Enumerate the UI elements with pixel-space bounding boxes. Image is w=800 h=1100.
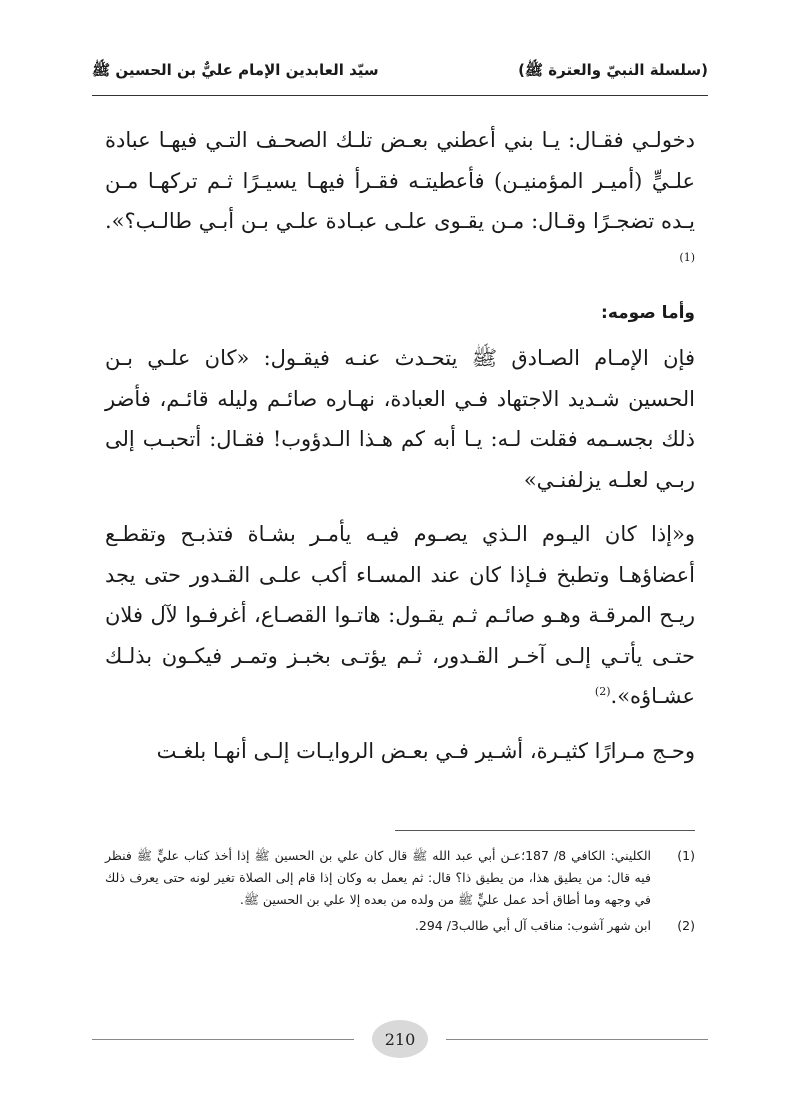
paragraph-text: دخولـي فقـال: يـا بني أعطني بعـض تلـك الصحـف التـي فيهـا عبادة علـيٍّ (أميـر المؤمنيـن) فأعطيتـه فقـرأ فيهـا يسيـرًا ثـم تركهـا مـن يـده تضجـرًا وقـال: مـن يقـوى علـى عبـادة علـي بـن أبـي طالـب؟». — [105, 128, 695, 233]
footer-line-left — [92, 1039, 354, 1040]
footnote-reference[interactable]: (2) — [594, 685, 611, 698]
footnote — [105, 915, 695, 937]
page-number: 210 — [372, 1020, 428, 1058]
chapter-title: سيّد العابدين الإمام عليٌّ بن الحسين ﷺ — [92, 61, 379, 79]
series-title: (سلسلة النبيّ والعترة ﷺ) — [518, 61, 708, 79]
footnote-text: الكليني: الكافي 8/ 187؛عـن أبي عبد الله ﷺ قال كان علي بن الحسين ﷺ إذا أخذ كتاب عليٍّ ﷺ فنظر فيه قال: من يطيق هذا، من يطيق ذا؟ قال: ثم يعمل به وكان إذا قام إلى الصلاة تغير لونه حتى يعرف ذلك في وجهه وما أطاق أحد عمل عليٍّ ﷺ من ولده من بعده إلا علي بن الحسين ﷺ. — [105, 848, 651, 907]
paragraph — [105, 514, 695, 717]
paragraph — [105, 120, 695, 282]
footnotes — [105, 845, 695, 941]
footer-line-right — [446, 1039, 708, 1040]
footnote-reference[interactable]: (1) — [679, 250, 695, 264]
section-heading: وأما صومه: — [601, 303, 695, 323]
running-header — [92, 54, 708, 90]
footnote-divider — [395, 830, 695, 831]
paragraph: وحـج مـرارًا كثيـرة، أشـير فـي بعـض الروايـات إلـى أنهـا بلغـت — [156, 738, 695, 763]
page-footer — [92, 1020, 708, 1060]
footnote-number: (1) — [677, 848, 695, 863]
header-divider — [92, 95, 708, 96]
paragraph-text: و«إذا كان اليـوم الـذي يصـوم فيـه يأمـر بشـاة فتذبـح وتقطـع أعضاؤهـا وتطبخ فـإذا كان عند المسـاء أكب علـى القـدور حتى يجد ريـح المرقـة وهـو صائـم ثـم يقـول: هاتـوا القصـاع، أغرفـوا لآل فلان حتـى يأتـي إلـى آخـر القـدور، ثـم يؤتـى بخبـز وتمـر فيكـون بذلـك عشـاؤه». — [105, 522, 695, 708]
footnote-text: ابن شهر آشوب: مناقب آل أبي طالب3/ 294. — [414, 918, 651, 933]
footnote — [105, 845, 695, 911]
paragraph: فإن الإمـام الصـادق ﷺ يتحـدث عنـه فيقـول: «كان علـي بـن الحسين شـديد الاجتهاد فـي العبادة، نهـاره صائـم وليله قائـم، فأضر ذلك بجسـمه فقلت لـه: يـا أبه كم هـذا الـدؤوب! فقـال: أتحبـب إلى ربـي لعلـه يزلفنـي» — [105, 346, 695, 492]
footnote-number: (2) — [677, 918, 695, 933]
main-text — [105, 120, 695, 785]
